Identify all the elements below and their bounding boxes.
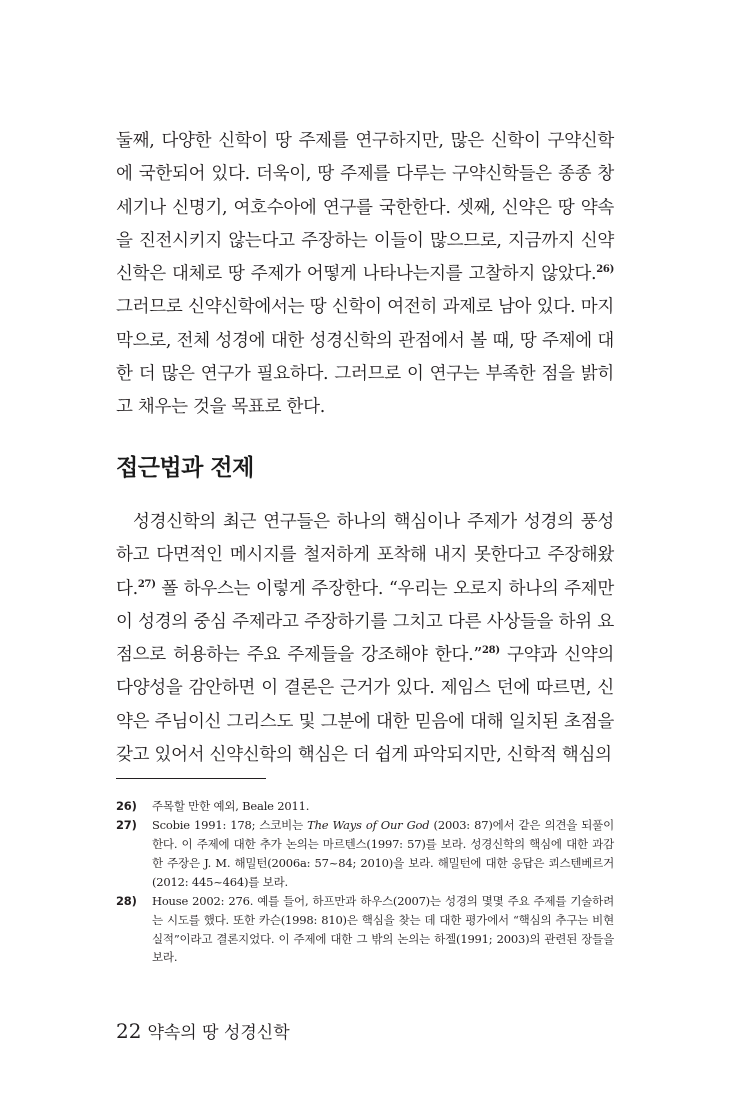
footnote-ref-26[interactable]: 26) <box>596 264 614 276</box>
page-number: 22 <box>116 1019 142 1043</box>
running-title: 약속의 땅 성경신학 <box>147 1023 290 1043</box>
footnote-number: 27) <box>116 818 137 833</box>
intro-paragraph: 둘째, 다양한 신학이 땅 주제를 연구하지만, 많은 신학이 구약신학에 국한되어 있다. 더욱이, 땅 주제를 다루는 구약신학들은 종종 창세기나 신명기, 여호수아에 연구를 국한한다. 셋째, 신약은 땅 약속을 진전시키지 않는다고 주장하는 이들이 많으므로, 지금까지 신약신학은 대체로 땅 주제가 어떻게 나타나는지를 고찰하지 않았다.$^{26)}$ 그러므로 신약신학에서는 땅 신학이 여전히 과제로 남아 있다. 마지막으로, 전체 성경에 대한 성경신학의 관점에서 볼 때, 땅 주제에 대한 더 많은 연구가 필요하다. 그러므로 이 연구는 부족한 점을 밝히고 채우는 것을 목표로 한다. <box>116 131 614 418</box>
footnotes <box>116 797 614 968</box>
section-paragraph: 성경신학의 최근 연구들은 하나의 핵심이나 주제가 성경의 풍성하고 다면적인 메시지를 철저하게 포착해 내지 못한다고 주장해왔다.$^{27)}$ 폴 하우스는 이렇게 주장한다. “우리는 오로지 하나의 주제만이 성경의 중심 주제라고 주장하기를 그치고 다른 사상들을 하위 요점으로 허용하는 주요 주제들을 강조해야 한다.”$^{28)}$ 구약과 신약의 다양성을 감안하면 이 결론은 근거가 있다. 제임스 던에 따르면, 신약은 주님이신 그리스도 및 그분에 대한 믿음에 대해 일치된 초점을 갖고 있어서 신약신학의 핵심은 더 쉽게 파악되지만, 신학적 핵심의 <box>116 512 615 766</box>
footnote-number: 28) <box>116 893 137 908</box>
footnote-26: 26) 주목할 만한 예외, Beale 2011. <box>116 797 614 816</box>
footnote-divider <box>116 778 266 779</box>
footnote-number: 26) <box>116 799 137 813</box>
page-footer <box>116 1018 290 1043</box>
footnote-27: 27) Scobie 1991: 178; 스코비는 The Ways of Our God (2003: 87)에서 같은 의견을 되풀이한다. 이 주제에 대한 추가 논의는 마르텐스(1997: 57)를 보라. 성경신학의 핵심에 대한 과감한 주장은 J. M. 해밀턴(2006a: 57~84; 2010)을 보라. 해밀턴에 대한 응답은 쾨스텐베르거(2012: 445~464)를 보라. <box>116 818 614 889</box>
book-title-italic: The Ways of Our God <box>307 818 430 833</box>
section-heading: 접근법과 전제 <box>116 455 254 481</box>
footnote-28: 28) House 2002: 276. 예를 들어, 하프만과 하우스(2007)는 성경의 몇몇 주요 주제를 기술하려는 시도를 했다. 또한 카슨(1998: 810)은 핵심을 찾는 데 대한 평가에서 “핵심의 추구는 비현실적”이라고 결론지었다. 이 주제에 대한 그 밖의 논의는 하젤(1991; 2003)의 관련된 장들을 보라. <box>116 893 614 965</box>
footnote-ref-28[interactable]: 28) <box>482 645 500 657</box>
footnote-ref-27[interactable]: 27) <box>137 578 156 590</box>
